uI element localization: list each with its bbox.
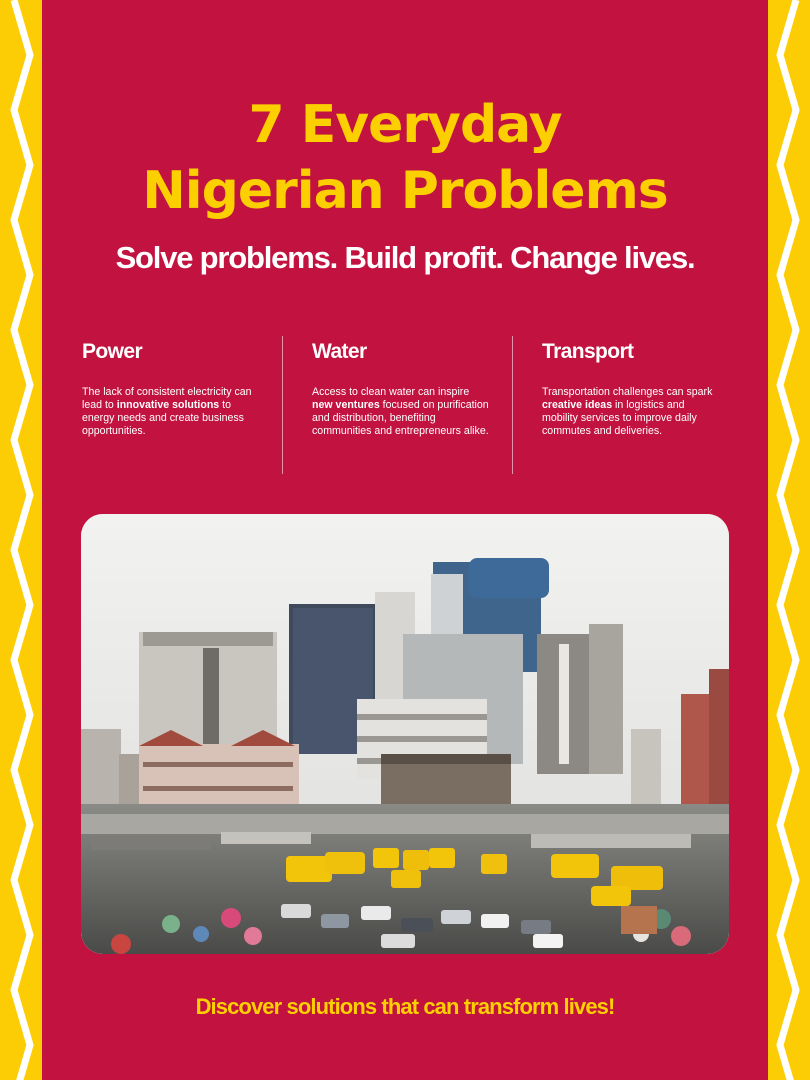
title-line-1: 7 Everyday: [248, 95, 562, 155]
tagline: Solve problems. Build profit. Change lives.: [115, 240, 695, 275]
column-heading: Power: [82, 340, 143, 363]
column-text: The lack of consistent electricity can lead to innovative solutions to energy needs and create business opportunities.: [82, 386, 252, 437]
column-text: Transportation challenges can spark creative ideas in logistics and mobility services to improve daily commutes and deliveries.: [542, 386, 713, 437]
call-to-action: Discover solutions that can transform lives!: [195, 994, 615, 1019]
title-line-2: Nigerian Problems: [142, 161, 668, 221]
right-zigzag-border: [768, 0, 810, 1080]
left-zigzag-border: [0, 0, 42, 1080]
city-market-photo: [81, 514, 729, 954]
column-text: Access to clean water can inspire new ventures focused on purification and distribution, benefiting communities and entrepreneurs alike.: [312, 386, 489, 437]
page-title: [42, 92, 768, 224]
column-divider: [512, 336, 513, 474]
column-divider: [282, 336, 283, 474]
transport-column: [542, 338, 722, 438]
column-heading: Transport: [542, 340, 634, 363]
power-column: [82, 338, 262, 438]
water-column: [312, 338, 492, 438]
main-panel: [42, 0, 768, 1080]
column-heading: Water: [312, 340, 367, 363]
